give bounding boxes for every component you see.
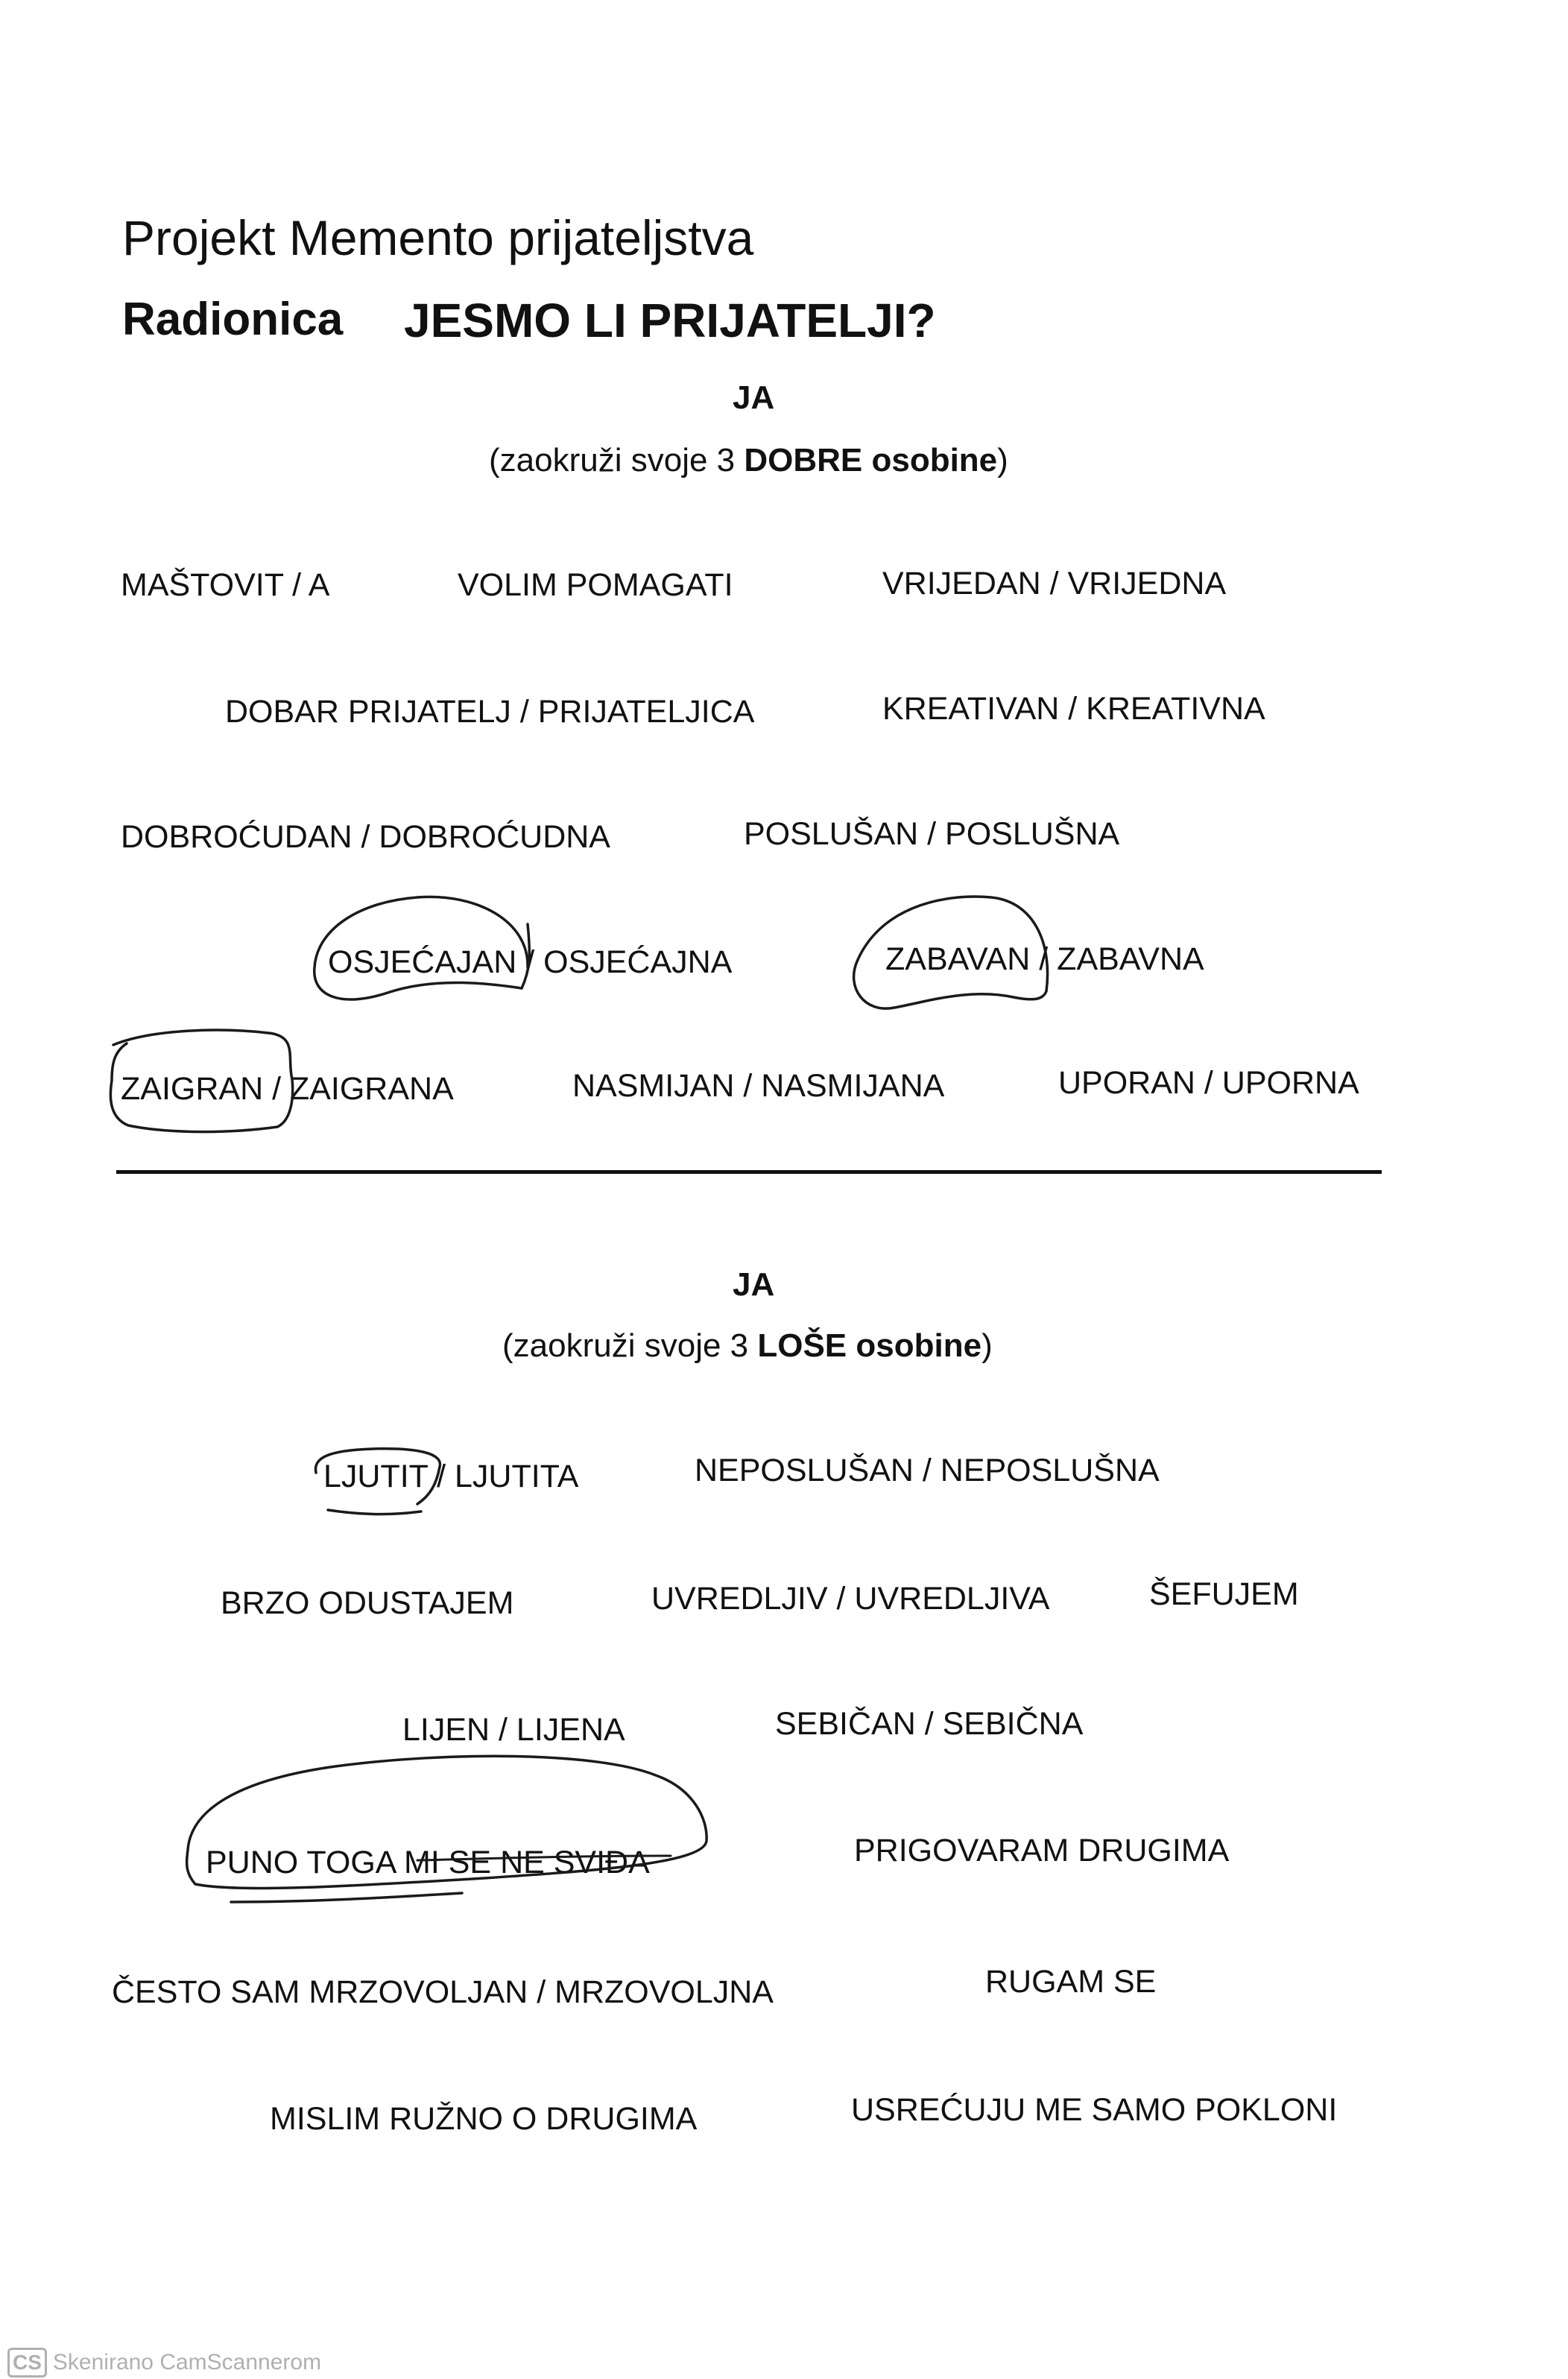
good-trait-circled: OSJEĆAJAN / OSJEĆAJNA	[328, 944, 733, 980]
bad-trait: BRZO ODUSTAJEM	[221, 1585, 514, 1621]
bad-trait: NEPOSLUŠAN / NEPOSLUŠNA	[695, 1453, 1160, 1488]
bad-trait-circled: PUNO TOGA MI SE NE SVIĐA	[206, 1845, 650, 1880]
bad-trait: UVREDLJIV / UVREDLJIVA	[651, 1581, 1050, 1617]
good-trait-circled: ZAIGRAN / ZAIGRANA	[121, 1071, 454, 1107]
bad-trait: RUGAM SE	[985, 1964, 1157, 2000]
scanner-watermark-text: Skenirano CamScannerom	[52, 2349, 322, 2375]
section-divider	[116, 1170, 1382, 1174]
good-section-heading: JA	[733, 379, 775, 416]
workshop-label: Radionica	[122, 294, 344, 345]
good-trait: UPORAN / UPORNA	[1058, 1065, 1359, 1101]
good-trait: VRIJEDAN / VRIJEDNA	[882, 566, 1227, 601]
bad-trait: ČESTO SAM MRZOVOLJAN / MRZOVOLJNA	[112, 1974, 774, 2010]
good-trait: NASMIJAN / NASMIJANA	[572, 1068, 945, 1104]
bad-trait-circled: LJUTIT / LJUTITA	[323, 1459, 579, 1494]
good-trait: DOBROĆUDAN / DOBROĆUDNA	[121, 819, 610, 855]
scanner-watermark	[7, 2348, 321, 2378]
good-trait: MAŠTOVIT / A	[121, 567, 330, 603]
bad-trait: MISLIM RUŽNO O DRUGIMA	[270, 2101, 698, 2137]
good-trait: DOBAR PRIJATELJ / PRIJATELJICA	[225, 694, 755, 730]
good-trait: KREATIVAN / KREATIVNA	[882, 691, 1265, 727]
good-trait: VOLIM POMAGATI	[458, 567, 733, 603]
camscanner-logo-icon: CS	[7, 2348, 47, 2378]
workshop-title: JESMO LI PRIJATELJI?	[404, 294, 936, 347]
bad-trait: PRIGOVARAM DRUGIMA	[854, 1833, 1230, 1868]
good-trait: POSLUŠAN / POSLUŠNA	[744, 816, 1120, 852]
bad-trait: SEBIČAN / SEBIČNA	[775, 1706, 1084, 1742]
bad-trait: LIJEN / LIJENA	[402, 1712, 625, 1748]
bad-section-instruction: (zaokruži svoje 3 LOŠE osobine)	[502, 1327, 993, 1364]
bad-trait: ŠEFUJEM	[1149, 1576, 1299, 1612]
bad-section-heading: JA	[733, 1266, 775, 1303]
bad-trait: USREĆUJU ME SAMO POKLONI	[851, 2092, 1338, 2128]
project-title: Projekt Memento prijateljstva	[122, 210, 754, 265]
good-trait-circled: ZABAVAN / ZABAVNA	[885, 941, 1204, 977]
good-section-instruction: (zaokruži svoje 3 DOBRE osobine)	[489, 442, 1008, 478]
